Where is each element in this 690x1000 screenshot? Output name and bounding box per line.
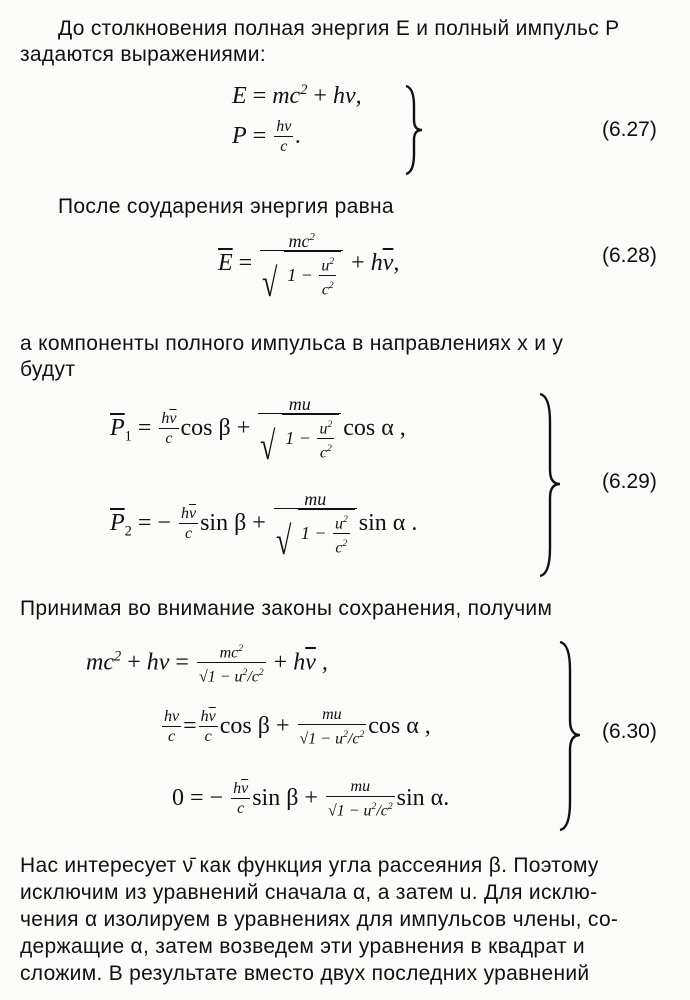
text-line: чения α изолируем в уравнениях для импульсов члены, со- [20, 908, 619, 931]
equation-number-6-30: (6.30) [602, 720, 657, 743]
text-line: Нас интересует ν̄ как функция угла рассеяния β. Поэтому [20, 854, 599, 877]
right-brace-6-30 [556, 640, 584, 832]
equation-6-30-energy: $mc^2 + h\nu$ = $\frac{mc^2}{√1 - u^2/c^2}$ + $h\overline{\nu}$ , [86, 643, 328, 686]
text-line: исключим из уравнений сначала α, а затем u. Для исклю- [20, 881, 598, 904]
text-line: Принимая во внимание законы сохранения, получим [20, 597, 553, 620]
text-line: а компоненты полного импульса в направлениях x и y [20, 332, 564, 355]
paragraph-momentum-components [20, 331, 670, 383]
equation-6-30-px: $\frac{h\nu}{c}$ = $\frac{h\overline{\nu}}{c}$ cos β + $\frac{mu}{√1 - u^2/c^2}$ cos α , [164, 706, 431, 748]
paragraph-intro-cont [20, 42, 670, 68]
equation-number-6-28: (6.28) [602, 244, 657, 267]
text-line: сложим. В результате вместо двух последних уравнений [20, 962, 590, 985]
equation-number-6-29: (6.29) [602, 470, 657, 493]
paragraph-conservation [20, 596, 670, 622]
right-brace-6-29 [536, 392, 564, 578]
equation-6-29-p1: $\overline{P}_1$ = $\frac{h\overline{\nu}}{c}$ cos β + mu √ 1 − $\frac{u^2}{c^2}$ cos α , [110, 394, 406, 468]
right-brace-6-27 [402, 84, 426, 176]
equation-6-27-energy: $E = mc^2 + h\nu$, [232, 82, 362, 109]
equation-6-27-momentum: P = $\frac{h\nu}{c}$ . [232, 118, 302, 155]
text-line: После соударения энергия равна [58, 195, 394, 218]
text-line: держащие α, затем возведем эти уравнения в квадрат и [20, 935, 585, 958]
text-line: До столкновения полная энергия E и полный импульс P [58, 17, 620, 40]
paragraph-after-collision [20, 194, 670, 220]
text-line: задаются выражениями: [20, 43, 266, 66]
equation-6-28: $\overline{E}$ = $mc^2$ √ 1 − $\frac{u^2}{c^2}$ + $h\overline{\nu}$, [218, 231, 400, 305]
equation-6-30-py: 0 = − $\frac{h\overline{\nu}}{c}$ sin β + $\frac{mu}{√1 - u^2/c^2}$ sin α. [172, 778, 450, 820]
equation-6-29-p2: $\overline{P}_2$ = − $\frac{h\overline{\nu}}{c}$ sin β + mu √ 1 − $\frac{u^2}{c^2}$ sin α . [110, 489, 418, 563]
paragraph-elimination [20, 852, 670, 987]
equation-number-6-27: (6.27) [602, 118, 657, 141]
text-line: будут [20, 358, 76, 381]
paragraph-intro [20, 16, 670, 42]
